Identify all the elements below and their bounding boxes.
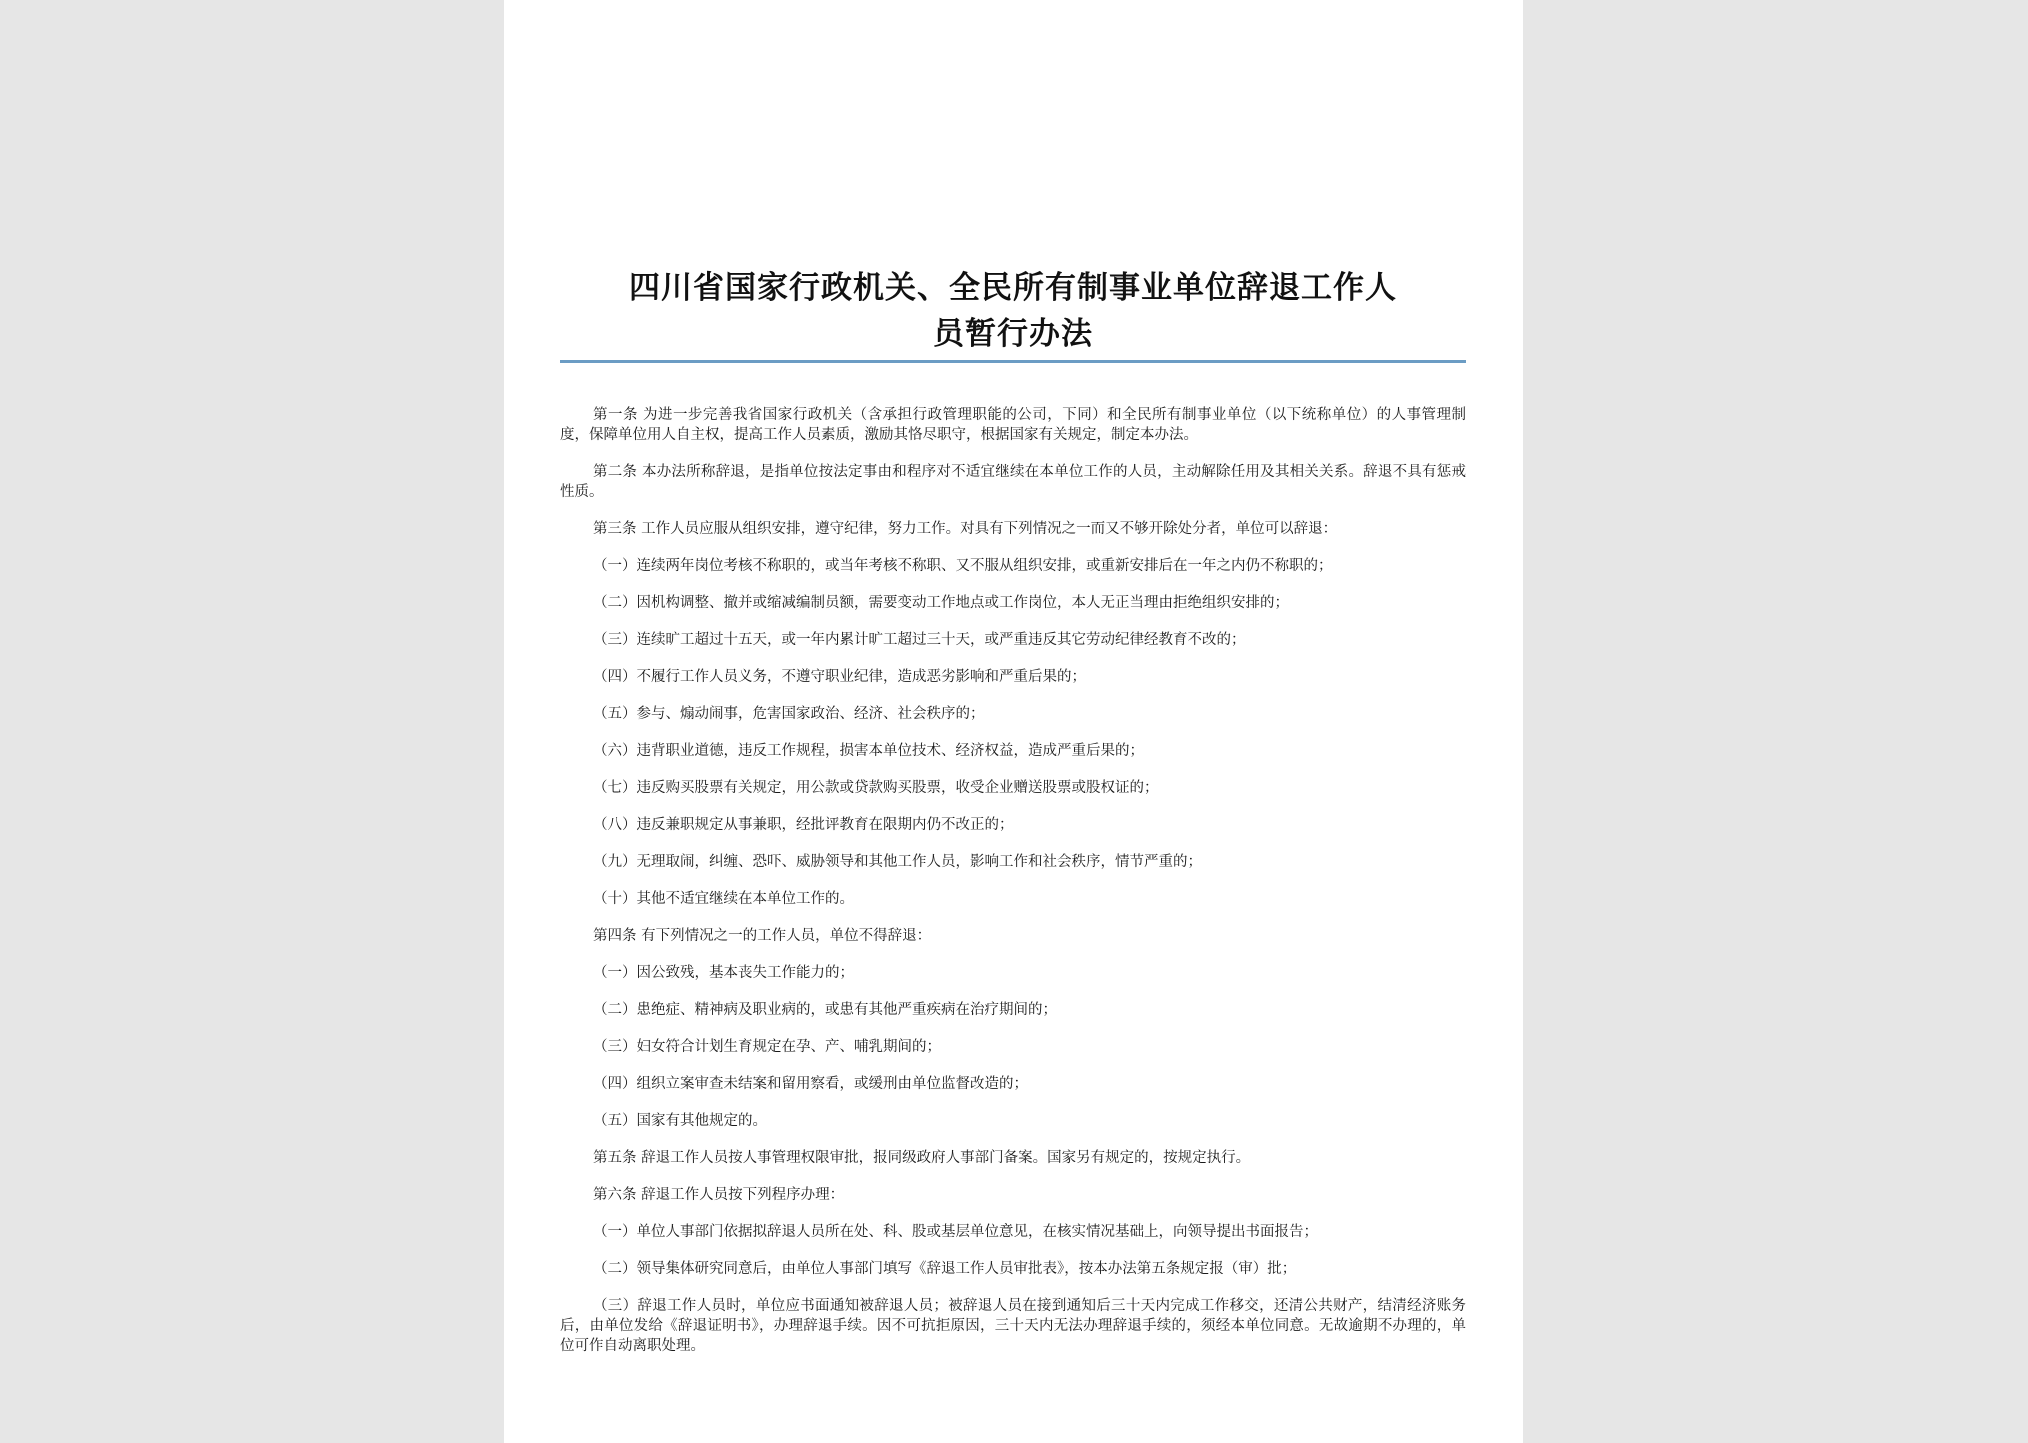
article-2: 第二条 本办法所称辞退，是指单位按法定事由和程序对不适宜继续在本单位工作的人员，主动解除任用及其相关关系。辞退不具有惩戒性质。 xyxy=(560,464,1466,500)
article-4-item-1: （一）因公致残，基本丧失工作能力的； xyxy=(593,965,854,981)
article-4: 第四条 有下列情况之一的工作人员，单位不得辞退： xyxy=(593,928,932,944)
article-4-item-4: （四）组织立案审查未结案和留用察看，或缓刑由单位监督改造的； xyxy=(593,1076,1028,1092)
article-3-item-8: （八）违反兼职规定从事兼职，经批评教育在限期内仍不改正的； xyxy=(593,817,1014,833)
article-4-item-5: （五）国家有其他规定的。 xyxy=(593,1113,767,1129)
document-page xyxy=(504,0,1523,1443)
article-4-item-3: （三）妇女符合计划生育规定在孕、产、哺乳期间的； xyxy=(593,1039,941,1055)
article-3-item-3: （三）连续旷工超过十五天，或一年内累计旷工超过三十天，或严重违反其它劳动纪律经教育不改的； xyxy=(593,632,1246,648)
article-4-item-2: （二）患绝症、精神病及职业病的，或患有其他严重疾病在治疗期间的； xyxy=(593,1002,1057,1018)
article-6-item-2: （二）领导集体研究同意后，由单位人事部门填写《辞退工作人员审批表》，按本办法第五条规定报（审）批； xyxy=(593,1261,1297,1277)
article-3-item-7: （七）违反购买股票有关规定，用公款或贷款购买股票，收受企业赠送股票或股权证的； xyxy=(593,780,1159,796)
article-3-item-6: （六）违背职业道德，违反工作规程，损害本单位技术、经济权益，造成严重后果的； xyxy=(593,743,1144,759)
article-3-item-5: （五）参与、煽动闹事，危害国家政治、经济、社会秩序的； xyxy=(593,706,985,722)
article-3: 第三条 工作人员应服从组织安排，遵守纪律，努力工作。对具有下列情况之一而又不够开除处分者，单位可以辞退： xyxy=(593,521,1338,537)
article-3-item-1: （一）连续两年岗位考核不称职的，或当年考核不称职、又不服从组织安排，或重新安排后在一年之内仍不称职的； xyxy=(593,558,1333,574)
title-line-2: 员暂行办法 xyxy=(933,316,1093,352)
article-5: 第五条 辞退工作人员按人事管理权限审批，报同级政府人事部门备案。国家另有规定的，按规定执行。 xyxy=(593,1150,1251,1166)
article-6-item-1: （一）单位人事部门依据拟辞退人员所在处、科、股或基层单位意见，在核实情况基础上，向领导提出书面报告； xyxy=(593,1224,1318,1240)
title-divider xyxy=(560,360,1466,363)
article-3-item-2: （二）因机构调整、撤并或缩减编制员额，需要变动工作地点或工作岗位，本人无正当理由拒绝组织安排的； xyxy=(593,595,1289,611)
article-3-item-9: （九）无理取闹，纠缠、恐吓、威胁领导和其他工作人员，影响工作和社会秩序，情节严重的； xyxy=(593,854,1202,870)
document-body xyxy=(560,405,1466,1373)
document-title xyxy=(560,265,1466,357)
article-3-item-10: （十）其他不适宜继续在本单位工作的。 xyxy=(593,891,854,907)
article-1: 第一条 为进一步完善我省国家行政机关（含承担行政管理职能的公司，下同）和全民所有制事业单位（以下统称单位）的人事管理制度，保障单位用人自主权，提高工作人员素质，激励其恪尽职守，根据国家有关规定，制定本办法。 xyxy=(560,407,1466,443)
title-line-1: 四川省国家行政机关、全民所有制事业单位辞退工作人 xyxy=(629,270,1397,306)
article-6-item-3: （三）辞退工作人员时，单位应书面通知被辞退人员；被辞退人员在接到通知后三十天内完成工作移交，还清公共财产，结清经济账务后，由单位发给《辞退证明书》，办理辞退手续。因不可抗拒原因，三十天内无法办理辞退手续的，须经本单位同意。无故逾期不办理的，单位可作自动离职处理。 xyxy=(560,1298,1466,1354)
article-6: 第六条 辞退工作人员按下列程序办理： xyxy=(593,1187,845,1203)
article-3-item-4: （四）不履行工作人员义务，不遵守职业纪律，造成恶劣影响和严重后果的； xyxy=(593,669,1086,685)
